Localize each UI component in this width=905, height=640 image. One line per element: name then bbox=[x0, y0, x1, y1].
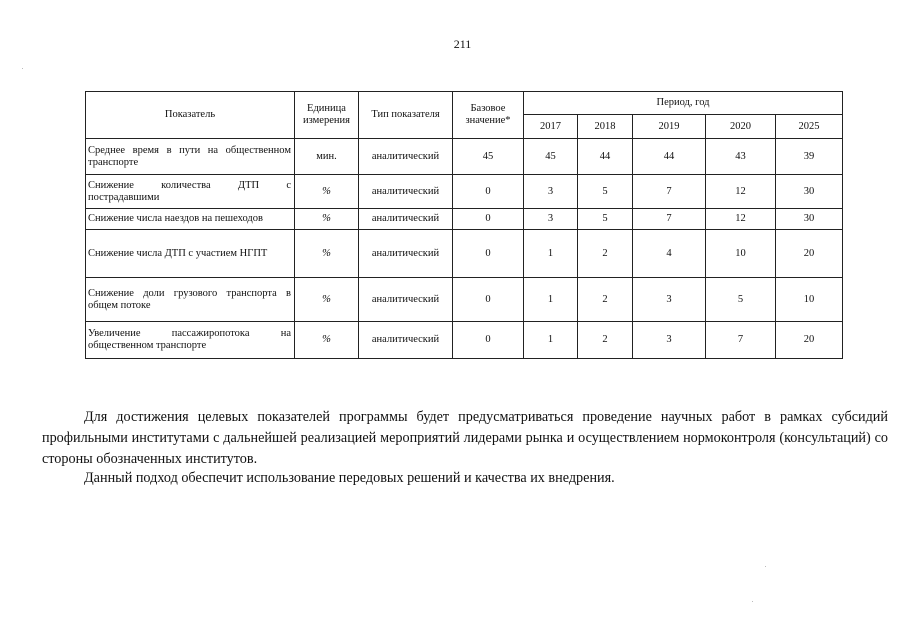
indicator-value: 10 bbox=[706, 230, 776, 278]
indicator-unit: % bbox=[295, 230, 359, 278]
page-number: 211 bbox=[453, 37, 472, 51]
indicator-value: 10 bbox=[776, 278, 843, 322]
header-year: 2020 bbox=[706, 115, 776, 139]
indicator-value: 12 bbox=[706, 209, 776, 230]
indicator-base: 0 bbox=[453, 322, 524, 359]
header-type: Тип показателя bbox=[359, 92, 453, 139]
indicator-base: 0 bbox=[453, 278, 524, 322]
indicator-value: 1 bbox=[524, 322, 578, 359]
table-row bbox=[86, 278, 843, 322]
indicator-value: 1 bbox=[524, 230, 578, 278]
header-year: 2019 bbox=[633, 115, 706, 139]
indicator-type: аналитический bbox=[359, 230, 453, 278]
indicator-value: 44 bbox=[578, 139, 633, 175]
indicator-name: Снижение числа наездов на пешеходов bbox=[86, 209, 295, 230]
indicator-value: 2 bbox=[578, 278, 633, 322]
indicator-value: 2 bbox=[578, 230, 633, 278]
indicator-value: 2 bbox=[578, 322, 633, 359]
table-row bbox=[86, 209, 843, 230]
indicator-unit: % bbox=[295, 175, 359, 209]
header-year: 2018 bbox=[578, 115, 633, 139]
indicator-value: 30 bbox=[776, 175, 843, 209]
indicator-value: 12 bbox=[706, 175, 776, 209]
indicator-name: Снижение количества ДТП с пострадавшими bbox=[86, 175, 295, 209]
indicator-value: 20 bbox=[776, 230, 843, 278]
indicator-base: 0 bbox=[453, 230, 524, 278]
indicator-value: 7 bbox=[633, 209, 706, 230]
indicator-name: Снижение числа ДТП с участием НГПТ bbox=[86, 230, 295, 278]
header-year: 2017 bbox=[524, 115, 578, 139]
indicator-unit: % bbox=[295, 278, 359, 322]
indicator-value: 45 bbox=[524, 139, 578, 175]
indicator-value: 3 bbox=[524, 175, 578, 209]
indicators-table bbox=[85, 91, 843, 359]
scan-speck bbox=[752, 601, 753, 602]
indicator-base: 0 bbox=[453, 209, 524, 230]
header-indicator: Показатель bbox=[86, 92, 295, 139]
indicator-type: аналитический bbox=[359, 278, 453, 322]
table-row bbox=[86, 139, 843, 175]
indicator-value: 20 bbox=[776, 322, 843, 359]
table-row bbox=[86, 322, 843, 359]
indicator-unit: % bbox=[295, 322, 359, 359]
indicator-value: 39 bbox=[776, 139, 843, 175]
indicator-value: 7 bbox=[633, 175, 706, 209]
indicator-type: аналитический bbox=[359, 139, 453, 175]
header-unit: Единица измерения bbox=[295, 92, 359, 139]
scan-speck bbox=[22, 68, 23, 69]
table-header-row bbox=[86, 92, 843, 115]
indicator-value: 5 bbox=[706, 278, 776, 322]
indicator-value: 1 bbox=[524, 278, 578, 322]
scan-speck bbox=[765, 566, 766, 567]
table-row bbox=[86, 230, 843, 278]
indicator-value: 3 bbox=[633, 278, 706, 322]
indicator-name: Среднее время в пути на общественном транспорте bbox=[86, 139, 295, 175]
indicator-base: 45 bbox=[453, 139, 524, 175]
indicator-value: 5 bbox=[578, 209, 633, 230]
indicator-value: 3 bbox=[633, 322, 706, 359]
table-row bbox=[86, 175, 843, 209]
indicator-value: 7 bbox=[706, 322, 776, 359]
indicator-name: Увеличение пассажиропотока на общественном транспорте bbox=[86, 322, 295, 359]
indicator-type: аналитический bbox=[359, 209, 453, 230]
indicator-value: 4 bbox=[633, 230, 706, 278]
indicator-value: 30 bbox=[776, 209, 843, 230]
indicator-value: 44 bbox=[633, 139, 706, 175]
indicator-base: 0 bbox=[453, 175, 524, 209]
indicator-name: Снижение доли грузового транспорта в общем потоке bbox=[86, 278, 295, 322]
indicator-type: аналитический bbox=[359, 322, 453, 359]
indicator-type: аналитический bbox=[359, 175, 453, 209]
indicator-value: 5 bbox=[578, 175, 633, 209]
indicator-value: 3 bbox=[524, 209, 578, 230]
header-base-value: Базовое значение* bbox=[453, 92, 524, 139]
body-paragraph: Данный подход обеспечит использование передовых решений и качества их внедрения. bbox=[84, 470, 615, 487]
header-year: 2025 bbox=[776, 115, 843, 139]
indicator-unit: % bbox=[295, 209, 359, 230]
body-paragraph: Для достижения целевых показателей программы будет предусматриваться проведение научных работ в рамках субсидий профильными институтами с дальнейшей реализацией мероприятий лидерами рынка и осуществлением нормоконтроля (консультаций) со стороны обозначенных институтов. bbox=[42, 409, 888, 468]
indicator-unit: мин. bbox=[295, 139, 359, 175]
indicator-value: 43 bbox=[706, 139, 776, 175]
header-period: Период, год bbox=[524, 92, 843, 115]
